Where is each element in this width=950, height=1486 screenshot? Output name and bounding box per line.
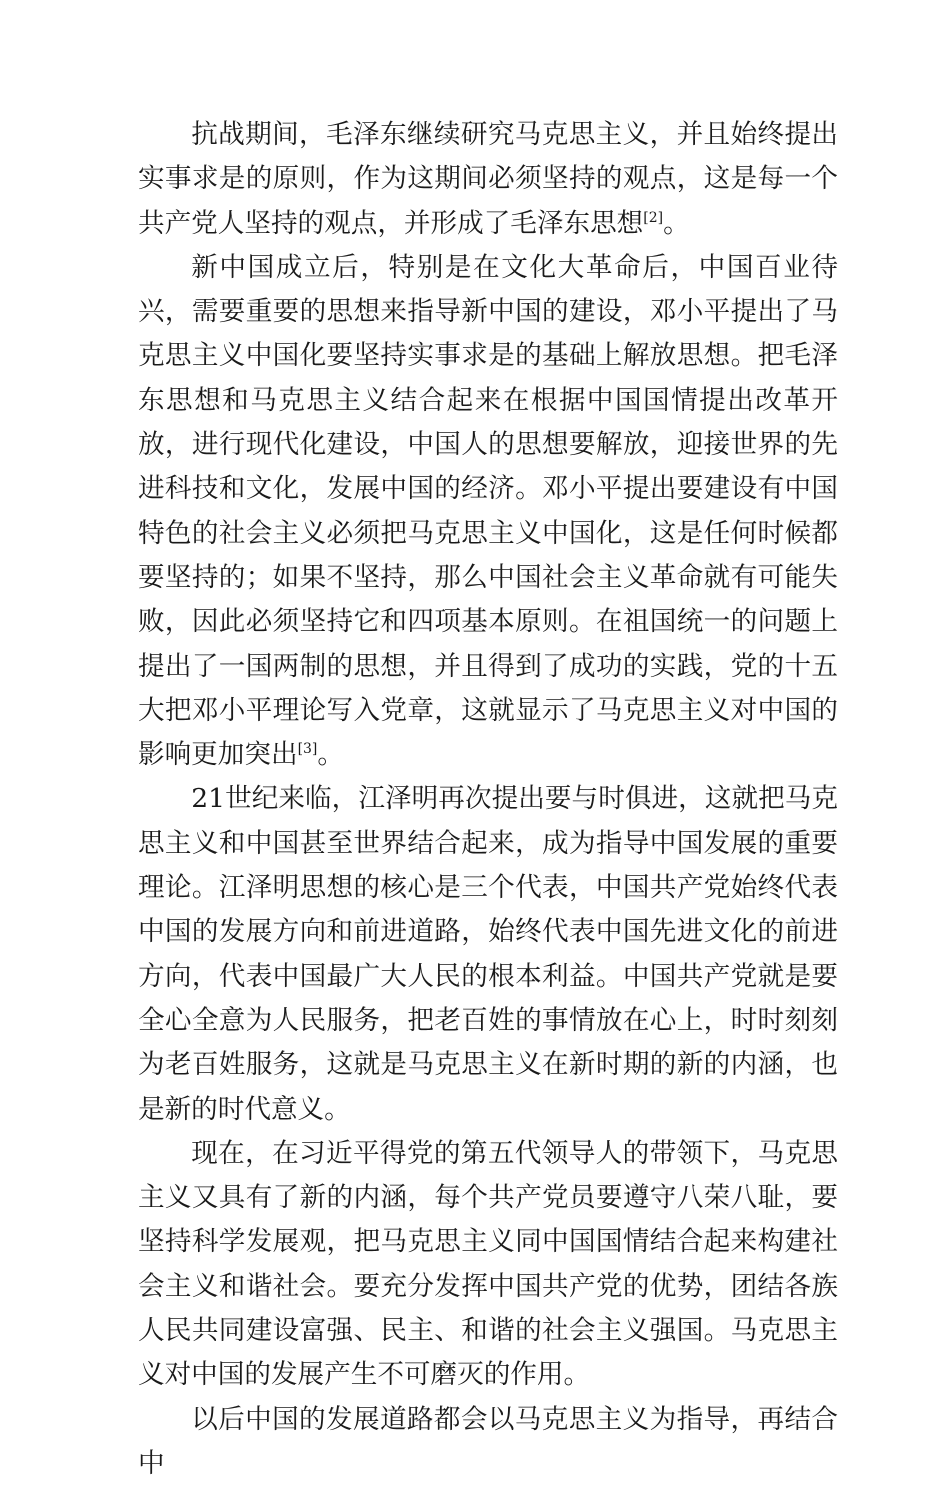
paragraph-3-text: 21世纪来临，江泽明再次提出要与时俱进，这就把马克思主义和中国甚至世界结合起来，成为指导中国发展的重要理论。江泽明思想的核心是三个代表，中国共产党始终代表中国的发展方向和前进道路，始终代表中国先进文化的前进方向，代表中国最广大人民的根本利益。中国共产党就是要全心全意为人民服务，把老百姓的事情放在心上，时时刻刻为老百姓服务，这就是马克思主义在新时期的新的内涵，也是新的时代意义。	[138, 783, 838, 1125]
paragraph-4-text: 现在，在习近平得党的第五代领导人的带领下，马克思主义又具有了新的内涵，每个共产党员要遵守八荣八耻，要坚持科学发展观，把马克思主义同中国国情结合起来构建社会主义和谐社会。要充分发挥中国共产党的优势，团结各族人民共同建设富强、民主、和谐的社会主义强国。马克思主义对中国的发展产生不可磨灭的作用。	[138, 1137, 838, 1391]
paragraph-2-text: 新中国成立后，特别是在文化大革命后，中国百业待兴，需要重要的思想来指导新中国的建设，邓小平提出了马克思主义中国化要坚持实事求是的基础上解放思想。把毛泽东思想和马克思主义结合起来在根据中国国情提出改革开放，进行现代化建设，中国人的思想要解放，迎接世界的先进科技和文化，发展中国的经济。邓小平提出要建设有中国特色的社会主义必须把马克思主义中国化，这是任何时候都要坚持的；如果不坚持，那么中国社会主义革命就有可能失败，因此必须坚持它和四项基本原则。在祖国统一的问题上提出了一国两制的思想，并且得到了成功的实践，党的十五大把邓小平理论写入党章，这就显示了马克思主义对中国的影响更加突出	[138, 251, 838, 771]
citation-ref-3: [3]	[297, 741, 318, 758]
paragraph-1-tail: 。	[663, 207, 690, 239]
paragraph-3	[138, 777, 838, 1131]
paragraph-2-tail: 。	[317, 739, 344, 771]
paragraph-5	[138, 1398, 838, 1486]
paragraph-4	[138, 1132, 838, 1398]
paragraph-5-text: 以后中国的发展道路都会以马克思主义为指导，再结合中	[138, 1403, 838, 1479]
document-body	[138, 113, 838, 1486]
citation-ref-2: [2]	[643, 209, 664, 226]
paragraph-2	[138, 246, 838, 778]
paragraph-1	[138, 113, 838, 246]
paragraph-1-text: 抗战期间，毛泽东继续研究马克思主义，并且始终提出实事求是的原则，作为这期间必须坚持的观点，这是每一个共产党人坚持的观点，并形成了毛泽东思想	[138, 119, 838, 239]
